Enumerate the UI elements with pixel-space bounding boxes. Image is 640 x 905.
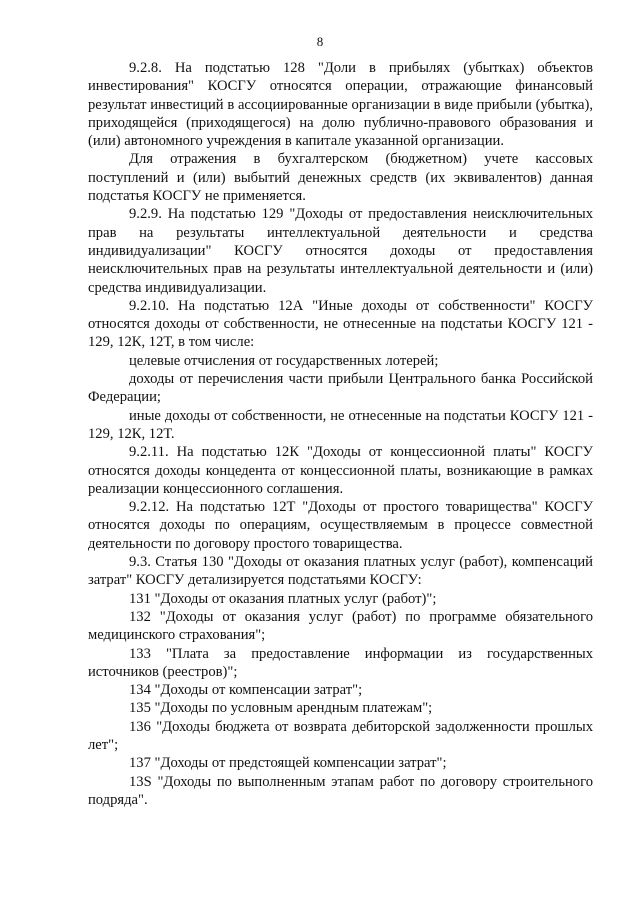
paragraph-9-2-10: 9.2.10. На подстатью 12А "Иные доходы от собственности" КОСГУ относятся доходы от собственности, не отнесенные на подстатьи КОСГУ 121 - 129, 12К, 12Т, в том числе: [88, 297, 593, 351]
paragraph-9-2-11: 9.2.11. На подстатью 12К "Доходы от концессионной платы" КОСГУ относятся доходы концедента от концессионной платы, возникающие в рамках реализации концессионного соглашения. [88, 444, 593, 497]
list-item-131: 131 "Доходы от оказания платных услуг (работ)"; [129, 590, 437, 607]
list-item-other-income: иные доходы от собственности, не отнесенные на подстатьи КОСГУ 121 - 129, 12К, 12Т. [88, 407, 593, 442]
paragraph-9-2-12: 9.2.12. На подстатью 12Т "Доходы от простого товарищества" КОСГУ относятся доходы по операциям, осуществляемым в процессе совместной деятельности по договору простого товарищества. [88, 499, 593, 552]
list-item-132: 132 "Доходы от оказания услуг (работ) по программе обязательного медицинского страхования"; [88, 608, 593, 644]
list-item-central-bank: доходы от перечисления части прибыли Центрального банка Российской Федерации; [88, 371, 593, 406]
paragraph-9-2-9: 9.2.9. На подстатью 129 "Доходы от предоставления неисключительных прав на результаты интеллектуальной деятельности и средства индивидуализации" КОСГУ относятся доходы от предоставления неисключительных прав на результаты интеллектуальной деятельности и (или) средства индивидуализации. [88, 206, 593, 296]
page-number: 8 [316, 34, 324, 49]
document-body [88, 59, 593, 809]
list-item-133: 133 "Плата за предоставление информации из государственных источников (реестров)"; [88, 645, 593, 680]
list-item-137: 137 "Доходы от предстоящей компенсации затрат"; [129, 755, 447, 772]
list-item-135: 135 "Доходы по условным арендным платежам"; [129, 700, 433, 717]
list-item-lotteries: целевые отчисления от государственных лотерей; [129, 352, 439, 369]
paragraph-9-2-8: 9.2.8. На подстатью 128 "Доли в прибылях (убытках) объектов инвестирования" КОСГУ относятся операции, отражающие финансовый результат инвестиций в ассоциированные организации в виде прибыли (убытка), приходящейся (приходящегося) на долю публично-правового образования и (или) автономного учреждения в капитале указанной организации. [88, 60, 593, 150]
paragraph-note-cash: Для отражения в бухгалтерском (бюджетном) учете кассовых поступлений и (или) выбытий денежных средств (их эквивалентов) данная подстатья КОСГУ не применяется. [88, 151, 593, 205]
list-item-134: 134 "Доходы от компенсации затрат"; [129, 682, 363, 699]
list-item-136: 136 "Доходы бюджета от возврата дебиторской задолженности прошлых лет"; [88, 718, 593, 753]
list-item-13s: 13S "Доходы по выполненным этапам работ по договору строительного подряда". [88, 773, 593, 808]
paragraph-9-3: 9.3. Статья 130 "Доходы от оказания платных услуг (работ), компенсаций затрат" КОСГУ детализируется подстатьями КОСГУ: [88, 554, 593, 589]
